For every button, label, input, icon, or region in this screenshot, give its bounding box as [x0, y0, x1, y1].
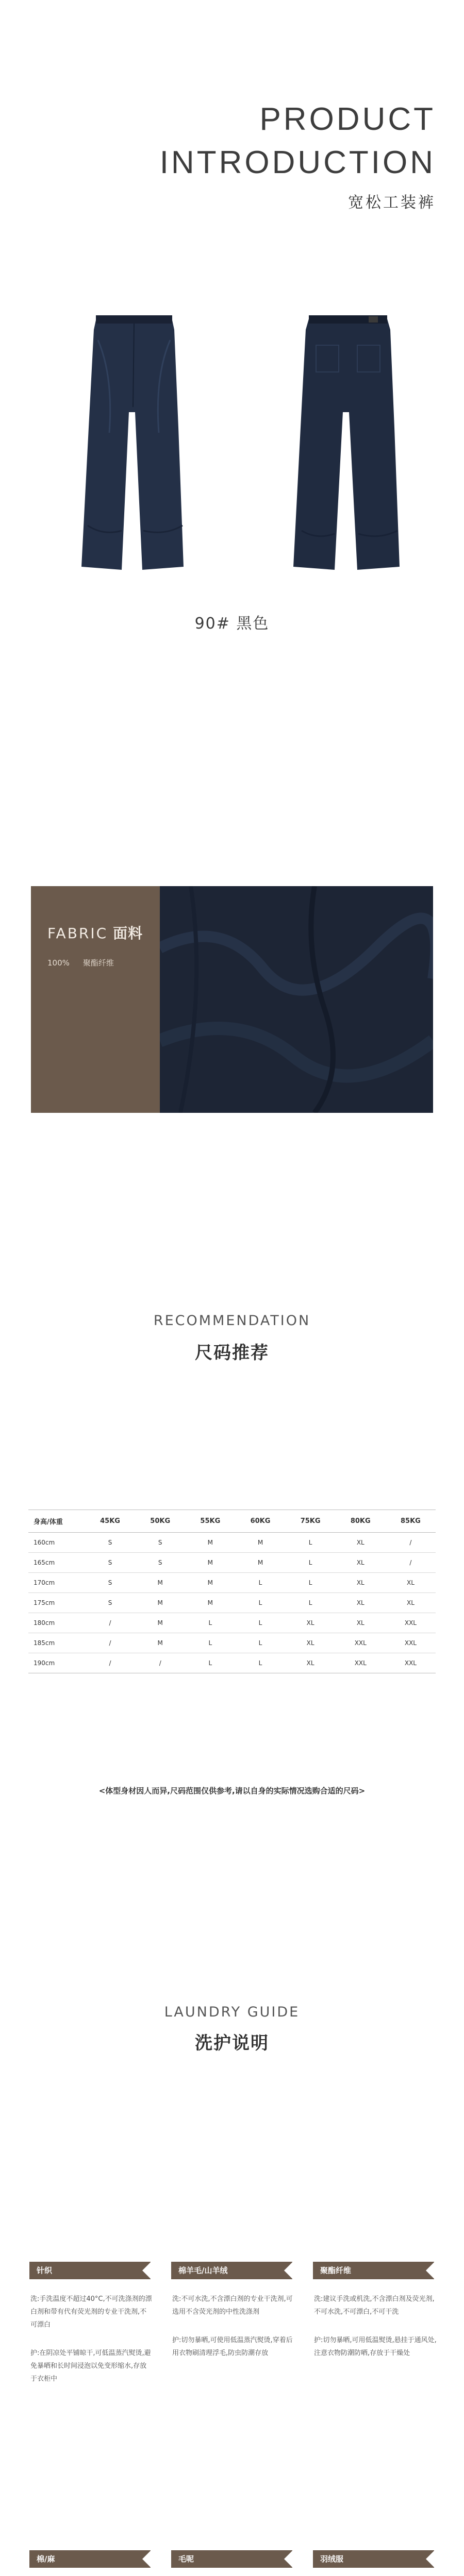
size-table-cell: M [235, 1553, 285, 1573]
size-header-cell: 55KG [185, 1510, 235, 1533]
size-table-cell: S [85, 1553, 135, 1573]
size-table-cell: S [85, 1573, 135, 1593]
laundry-card-body [171, 2293, 295, 2360]
size-table-cell: L [235, 1633, 285, 1653]
fabric-title [47, 922, 143, 943]
fabric-title-cn: 面料 [113, 925, 143, 942]
size-table-cell: L [235, 1573, 285, 1593]
laundry-title-cn: 洗护说明 [195, 2033, 269, 2054]
laundry-card-text: 洗:手洗温度不超过40°C,不可洗涤剂的漂白剂和带有代有荧光剂的专业干洗剂,不可漂白 [30, 2295, 152, 2329]
size-table-header-row [28, 1510, 436, 1533]
size-table-cell: S [85, 1533, 135, 1553]
size-table-cell: 190cm [28, 1653, 85, 1673]
laundry-card-text: 护:切勿暴晒,可用低温熨烫,悬挂于通风处,注意衣物防潮防晒,存放于干燥处 [314, 2336, 437, 2357]
size-table-cell: XL [286, 1653, 336, 1673]
size-table-cell: XL [336, 1533, 386, 1553]
size-table-cell: / [386, 1553, 436, 1573]
recommendation-title-en: RECOMMENDATION [153, 1313, 311, 1329]
size-table-row [28, 1613, 436, 1633]
pants-front-image [77, 309, 191, 577]
laundry-card [29, 2550, 153, 2576]
size-header-cell: 身高/体重 [28, 1510, 85, 1533]
laundry-card-text: 护:在阴凉处平铺晾干,可低温蒸汽熨烫,避免暴晒和长时间浸泡以免变形缩水,存放于衣柜中 [30, 2349, 151, 2383]
fabric-title-en: FABRIC [47, 925, 108, 942]
size-table-cell: XL [336, 1613, 386, 1633]
size-table-cell: L [235, 1653, 285, 1673]
size-table-cell: L [286, 1593, 336, 1613]
size-table-cell: 185cm [28, 1633, 85, 1653]
size-table-cell: L [286, 1533, 336, 1553]
size-table-cell: XXL [336, 1633, 386, 1653]
size-table-cell: S [135, 1533, 185, 1553]
fabric-section [31, 886, 433, 1113]
size-table-cell: / [85, 1653, 135, 1673]
size-header-cell: 60KG [235, 1510, 285, 1533]
size-table-cell: M [185, 1593, 235, 1613]
size-header-cell: 85KG [386, 1510, 436, 1533]
laundry-card-tag: 棉/麻 [29, 2550, 151, 2568]
size-table-cell: L [286, 1553, 336, 1573]
laundry-card [171, 2262, 295, 2375]
size-table-row [28, 1533, 436, 1553]
size-table-cell: S [135, 1553, 185, 1573]
size-table-cell: 165cm [28, 1553, 85, 1573]
size-table-cell: XL [386, 1573, 436, 1593]
size-table-cell: M [235, 1533, 285, 1553]
size-table-cell: M [135, 1613, 185, 1633]
fabric-material: 聚酯纤维 [82, 958, 114, 968]
laundry-card [313, 2262, 437, 2375]
size-table-cell: XXL [386, 1653, 436, 1673]
intro-subtitle: 宽松工装裤 [348, 194, 436, 212]
size-table-cell: XL [336, 1593, 386, 1613]
size-table-cell: / [135, 1653, 185, 1673]
size-header-cell: 80KG [336, 1510, 386, 1533]
size-header-cell: 50KG [135, 1510, 185, 1533]
laundry-card-tag: 聚酯纤维 [313, 2262, 434, 2279]
size-header-cell: 75KG [286, 1510, 336, 1533]
laundry-card-text: 护:切勿暴晒,可使用低温蒸汽熨烫,穿着后用衣物刷清理浮毛,防虫防潮存放 [172, 2336, 293, 2357]
laundry-card-body [313, 2293, 437, 2360]
size-table-body [28, 1533, 436, 1673]
size-table-cell: / [85, 1613, 135, 1633]
size-table-cell: / [85, 1633, 135, 1653]
laundry-card-tag: 棉羊毛/山羊绒 [171, 2262, 292, 2279]
size-table-cell: XL [286, 1633, 336, 1653]
fabric-percent: 100% [47, 958, 70, 968]
size-table-cell: S [85, 1593, 135, 1613]
size-table-cell: 180cm [28, 1613, 85, 1633]
fabric-composition [47, 957, 127, 968]
fabric-closeup-image [160, 886, 433, 1113]
size-table-row [28, 1593, 436, 1613]
laundry-card [29, 2262, 153, 2401]
size-table-cell: XXL [336, 1653, 386, 1673]
size-table-cell: L [185, 1653, 235, 1673]
laundry-card-tag: 羽绒服 [313, 2550, 434, 2568]
size-table-cell: M [135, 1633, 185, 1653]
size-table-cell: M [185, 1533, 235, 1553]
laundry-card [171, 2550, 295, 2576]
size-table-cell: XL [336, 1553, 386, 1573]
size-table-row [28, 1633, 436, 1653]
intro-title-line2: INTRODUCTION [159, 145, 436, 180]
laundry-card-tag: 针织 [29, 2262, 151, 2279]
laundry-card-text: 洗:不可水洗,不含漂白剂的专业干洗剂,可选用不含荧光剂的中性洗涤剂 [172, 2295, 293, 2316]
size-table-cell: M [135, 1573, 185, 1593]
size-table-cell: 160cm [28, 1533, 85, 1553]
size-table-cell: / [386, 1533, 436, 1553]
laundry-card-text: 洗:建议手洗或机洗,不含漂白剂及荧光剂,不可水洗,不可漂白,不可干洗 [314, 2295, 435, 2316]
size-table-cell: 170cm [28, 1573, 85, 1593]
size-table-cell: XXL [386, 1633, 436, 1653]
recommendation-title-cn: 尺码推荐 [195, 1343, 269, 1363]
size-table-cell: XXL [386, 1613, 436, 1633]
laundry-card [313, 2550, 437, 2576]
size-table-cell: XL [286, 1613, 336, 1633]
fabric-texture [160, 886, 433, 1113]
size-header-cell: 45KG [85, 1510, 135, 1533]
size-table-row [28, 1653, 436, 1673]
size-table-cell: L [185, 1613, 235, 1633]
size-table-cell: M [135, 1593, 185, 1613]
size-table-cell: XL [336, 1573, 386, 1593]
size-table [28, 1510, 436, 1673]
size-table-cell: L [235, 1613, 285, 1633]
size-table-cell: L [235, 1593, 285, 1613]
laundry-title-en: LAUNDRY GUIDE [164, 2004, 300, 2020]
size-table-cell: L [185, 1633, 235, 1653]
product-images [0, 278, 464, 567]
laundry-card-tag: 毛呢 [171, 2550, 292, 2568]
pants-back-image [291, 309, 405, 577]
size-table-cell: XL [386, 1593, 436, 1613]
size-table-cell: L [286, 1573, 336, 1593]
intro-title-line1: PRODUCT [259, 101, 436, 137]
size-table-row [28, 1553, 436, 1573]
intro-header [160, 98, 436, 212]
size-note: <体型身材因人而异,尺码范围仅供参考,请以自身的实际情况选购合适的尺码> [98, 1786, 366, 1795]
size-table-cell: M [185, 1573, 235, 1593]
laundry-card-body [29, 2293, 153, 2385]
size-table-cell: 175cm [28, 1593, 85, 1613]
size-table-cell: M [185, 1553, 235, 1573]
fabric-info [31, 886, 160, 1113]
product-color-label: 90# 黑色 [194, 615, 270, 633]
size-table-row [28, 1573, 436, 1593]
